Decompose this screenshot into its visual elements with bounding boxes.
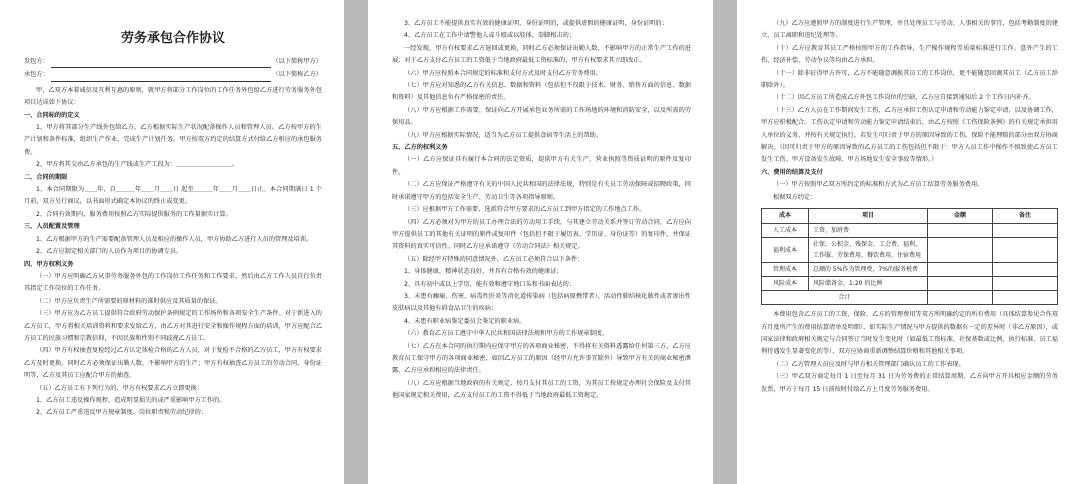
section-heading: 三、人员配置及管理 (24, 223, 80, 231)
paragraph: 1、身体健康，精神状态良好，并具有合格有效的健康证； (404, 268, 563, 276)
paragraph: （六）教育乙方员工遵守中华人民共和国法律法规和甲方的工作规章制度。 (404, 330, 609, 338)
section-heading: 二、合同的期限 (24, 173, 68, 181)
fee-note-cell (993, 277, 1058, 291)
fee-total-label: 合计 (762, 291, 928, 305)
paragraph: 2、具有初中或以上学历，能有效和遵守地口头和书面表达的； (404, 280, 575, 288)
paragraph: 2、乙方应制定相关部门的人员作为项目的协调专员。 (36, 248, 183, 256)
paragraph: （十三）乙方人员在工作期间发生工伤，乙方应承担工伤认定申请和劳动能力鉴定申请，以及协调工作，甲方应积极配合。工伤认定申请和劳动能力鉴定申请结束后，由乙方按照《工伤保险条例》的有关规定承担用人单位的义务，并按有关规定执行。若发生可归责于甲方的原因导致的工伤，保险不能理赔的部分由双方协商解决。（因可归责于甲方的原因导致的乙方员工的工伤包括但不限于：甲方人员工作中操作不慎致使乙方员工发生工伤、甲方设备发生故障、甲方场地发生安全事故等情形。） (761, 106, 1058, 164)
party-b-label: 承包方： (24, 71, 49, 79)
paragraph: 根据双方约定： (773, 193, 817, 201)
party-a-note: （以下简称甲方） (272, 58, 322, 65)
fee-header-amount: 金额 (928, 209, 993, 224)
paragraph: （八）甲方应根据工作需要，保证向乙方开展承包业务所需的工作场地的环境和消防安全，以及所需的劳保用品。 (392, 106, 691, 127)
paragraph: （十二）因乙方员工所造成乙方外包工作岗位的空缺，乙方应自接到通知后 2 个工作日内补齐。 (773, 94, 1035, 102)
paragraph: 1、乙方员工违反操作规程，造成明显损失的或严重影响甲方工作的。 (36, 396, 226, 404)
paragraph: （四）乙方必须对为甲方的员工办理合法的劳动用工手续，与其建立劳动关系并签订劳动合同，乙方应向甲方提供员工的其他有关证明的原件或复印件（包括但不限于履历表、学历证、身份证等）的复印件，并保证其资料的真实可信性。同时乙方应承诺遵守《劳动合同法》相关规定。 (392, 218, 691, 251)
paragraph: 一经发现，甲方有权要求乙方退回或更换，同时乙方必须保证出勤人数，不影响甲方的正常生产工作的进展；对于乙方支付乙方员工的工资低于当地政府最低工资标准的，甲方有权要求其立即改正。 (392, 44, 691, 65)
fee-cost-cell: 风险成本 (762, 277, 809, 291)
paragraph: （九）乙方应遵照甲方的制度进行生产管理，并且处理员工与劳动、人事相关的事宜，包括考勤制度的建立、员工离职和违纪处理等。 (761, 20, 1058, 40)
page-3-body-top (761, 18, 1058, 204)
section-heading: 六、费用的结算及支付 (761, 168, 823, 176)
paragraph: 1、本合同期限为＿＿年，自＿＿＿年＿＿月＿＿日 起至＿＿＿年＿＿月＿＿日止。本合同期满日 1 个月前，双方另行商议，以书面形式确定本协议的终止或变更。 (24, 186, 322, 206)
table-row (762, 263, 1058, 277)
paragraph: （七）甲方应对知悉的乙方有关信息、数据和资料（包括但不仅限于技术、财务、销售方面的信息、数据和资料）及其他信息负有严格保密的责任。 (392, 82, 691, 102)
page-3 (737, 0, 1080, 484)
paragraph: （六）甲方应按照本合同规定的标准和支付方式及时支付乙方劳务费用。 (404, 69, 602, 77)
table-row (762, 238, 1058, 263)
fee-item-cell: 风险储备金，1:20 的比例 (809, 277, 928, 291)
party-a-blank (51, 58, 271, 68)
fee-note-cell (993, 238, 1058, 263)
page-2 (368, 0, 713, 484)
paragraph: （三）应根据甲方工作需要，选派符合甲方要求的乙方员工到甲方指定的工作地点工作。 (404, 206, 646, 214)
fee-table (761, 208, 1058, 305)
paragraph: （十）乙方应教育其员工严格按照甲方的工作指导，生产操作规程等质量标准进行工作。意外产生的工伤、经济补偿、劳动争议等均由乙方承担。 (761, 44, 1058, 65)
fee-item-cell: 社保、公积金、残保金、工会费、福利、工作服、劳保费用、餐饮费用、住宿费用 (809, 238, 928, 263)
paragraph: （八）乙方应根据当地政府的有关规定，按月支付其员工的工资，为其员工按规定办理社会保险及支付其他国家规定相关费用，乙方支付员工的工资不得低于当地政府最低工资规定。 (392, 379, 691, 400)
paragraph: （一）甲方按照甲乙双方所约定的标准和方式为乙方员工结算劳务服务费用。 (773, 181, 984, 189)
fee-total-amount (928, 291, 993, 305)
paragraph: （一）乙方应保证具有履行本合同的法定资质，提供甲方有关生产、营业执照等资质证明的原件及复印件。 (392, 156, 691, 176)
fee-header-note: 备注 (993, 209, 1058, 224)
section-heading: 五、乙方的权利义务 (392, 144, 448, 152)
paragraph: （二）乙方应保证严格遵守有关的中国人民共和国的法律法规，特别是有关员工劳动保障或招聘政策，同时承诺遵守甲方的包括安全生产、劳动卫生等各项指导原则。 (392, 181, 691, 201)
paragraph: 3、乙方员工不能提供真实有效的健康证明、身份证明的，或提供虚假的健康证明、身份证明的； (404, 20, 668, 27)
page-1-body (24, 85, 322, 420)
table-row (762, 224, 1058, 238)
paragraph: （十一）除非征得甲方许可，乙方不能随意调换其员工的工作岗位，更不能随意回调其员工（乙方员工辞职除外）。 (761, 69, 1058, 90)
fee-header-cost: 成本 (762, 209, 809, 224)
fee-amount-cell (928, 277, 993, 291)
fee-table-header (762, 209, 1058, 224)
paragraph: 1、甲方将其部分生产线外包给乙方。乙方根据实际生产状况配备操作人员和管理人员。乙方按甲方的生产计划和条件标准，组织生产作业，完成生产计划任务。甲方按双方约定的结算方式付给乙方相应的承包服务费。 (24, 124, 322, 156)
table-total-row (762, 291, 1058, 305)
table-row (762, 277, 1058, 291)
page-1 (0, 0, 344, 484)
fee-cost-cell: 管理成本 (762, 263, 809, 277)
paragraph: （四）甲方有权抽查复检经过乙方认定体检合格的乙方人员，对于复检不合格的乙方员工，甲方有权要求乙方及时更换。同时乙方必须保证出勤人数，不影响甲方的生产；甲方有权抽查乙方员工的劳动合同、身份证明等，乙方及其员工应配合甲方的抽查。 (24, 347, 322, 380)
fee-total-note (993, 291, 1058, 305)
paragraph: （五）乙方员工有下列行为的，甲方有权要求乙方立即更换： (36, 384, 204, 392)
party-a-label: 发包方： (24, 58, 49, 65)
fee-amount-cell (928, 224, 993, 238)
paragraph: 甲、乙双方本着诚信及互利互惠的原则，就甲方将部分工作岗位的工作任务外包给乙方进行劳务服务外包项目达成如下协议： (24, 86, 322, 107)
fee-cost-cell: 福利成本 (762, 238, 809, 263)
fee-cost-cell: 人工成本 (762, 224, 809, 238)
section-heading: 一、合同标的的定义 (24, 111, 80, 119)
paragraph: （三）甲方应为乙方员工提供符合政府劳动保护条例规定的工作场所和各项安全生产条件。对于新进入的乙方员工，甲方将相关培训资料和要求发给乙方，由乙方对其进行安全和操作规程方面的培训，甲方应配合乙方员工的民族习惯和宗教信仰，不因民族和性别不同歧视乙方员工。 (24, 310, 322, 342)
fee-header-item: 项目 (809, 209, 928, 224)
paragraph: （七）乙方在本合同的执行期内应保守甲方的各项商业秘密，不得将有关资料透露给任何第三方，乙方应教育员工保守甲方的各项商业秘密，如因乙方员工的原因（经甲方允许事宜除外）导致甲方有关的商业秘密泄露，乙方应承担相应的法律责任。 (392, 342, 691, 375)
paragraph: （二）甲方应负责生产所需要的原材料的准时供应及其质量的保证。 (36, 297, 222, 305)
fee-item-cell: 总额的 5%作为管理费，7%的服务税费 (809, 263, 928, 277)
fee-amount-cell (928, 263, 993, 277)
paragraph: 4、未患有职业病鉴定委员会鉴定的职业病。 (404, 317, 526, 325)
party-b-note: （以下简称乙方） (272, 71, 322, 79)
paragraph: （三）甲乙双方商定每月 1 日至每月 31 日为劳务费的正常结算周期。乙方向甲方开具相应金额的劳务发票，甲方于每月 15 日前按时付给乙方上月度劳务服务费用。 (761, 373, 1058, 393)
paragraph: 1、乙方根据甲方的生产需要配备管理人员及相应的操作人员，甲方协助乙方进行人员的管理及培训。 (36, 235, 313, 243)
fee-note-cell (993, 263, 1058, 277)
document-title: 劳务承包合作协议 (120, 31, 225, 46)
paragraph: （五）除经甲方特殊的同意情况外，乙方员工必须符合以下条件： (404, 255, 584, 263)
section-heading: 四、甲方权利义务 (24, 260, 74, 268)
paragraph: 2、甲方将其交由乙方承包的生产线或生产工段为：＿＿＿＿＿＿＿＿＿。 (36, 161, 238, 169)
paragraph: 2、乙方员工严重违反甲方规章制度、岗位职责和劳动纪律的； (36, 409, 207, 417)
paragraph: 4、乙方员工在工作中请警他人或斗殴或以肢体、拳脚相击的； (404, 32, 575, 40)
page-3-body-bottom (761, 309, 1058, 396)
paragraph: 2、合同有效期内，服务费用按照乙方实际提供服务的工作量据实计算。 (36, 210, 232, 218)
fee-amount-cell (928, 238, 993, 263)
paragraph: 本费用包含乙方员工的工资、保险、乙方的管理费用等双方所明确约定的所有费用（具体结算参见合作双方月度所产生的费用结算清单及明细），如实际生产情况与甲方提供的数据有一定的差异时（非乙方原因），或国家法律和政府相关规定与合同签订当时发生变化时（如最低工资标准、社保基数或比例、执行标准、员工福利待遇发生显著变化的等），双方应协商重新调整结算价格和其他相关事项。 (761, 311, 1058, 356)
paragraph: （一）甲方应明确乙方从事劳务服务外包的工作岗位工作任务和工作要求，然后由乙方工作人员自行负责其指定工作岗位的工作任务。 (24, 272, 322, 293)
paragraph: （二）乙方管理人员应及时与甲方相关管理部门确认员工的工作表现。 (773, 360, 965, 368)
page-2-body (392, 18, 691, 403)
paragraph: 3、未患有癫痫、伤寒、病毒性肝炎等消化道传染病（包括病原携带者），活动性肺结核化脓性或者渗出性皮肤病以及其他有碍食品卫生的疾病； (392, 292, 691, 313)
party-b-blank (51, 72, 271, 82)
party-a-line (24, 56, 322, 68)
fee-note-cell (993, 224, 1058, 238)
paragraph: （九）甲方应根据实际情况，适当为乙方员工提供食宿等生活上的帮助。 (404, 131, 602, 139)
party-b-line (24, 69, 322, 81)
fee-item-cell: 工资、加班费 (809, 224, 928, 238)
